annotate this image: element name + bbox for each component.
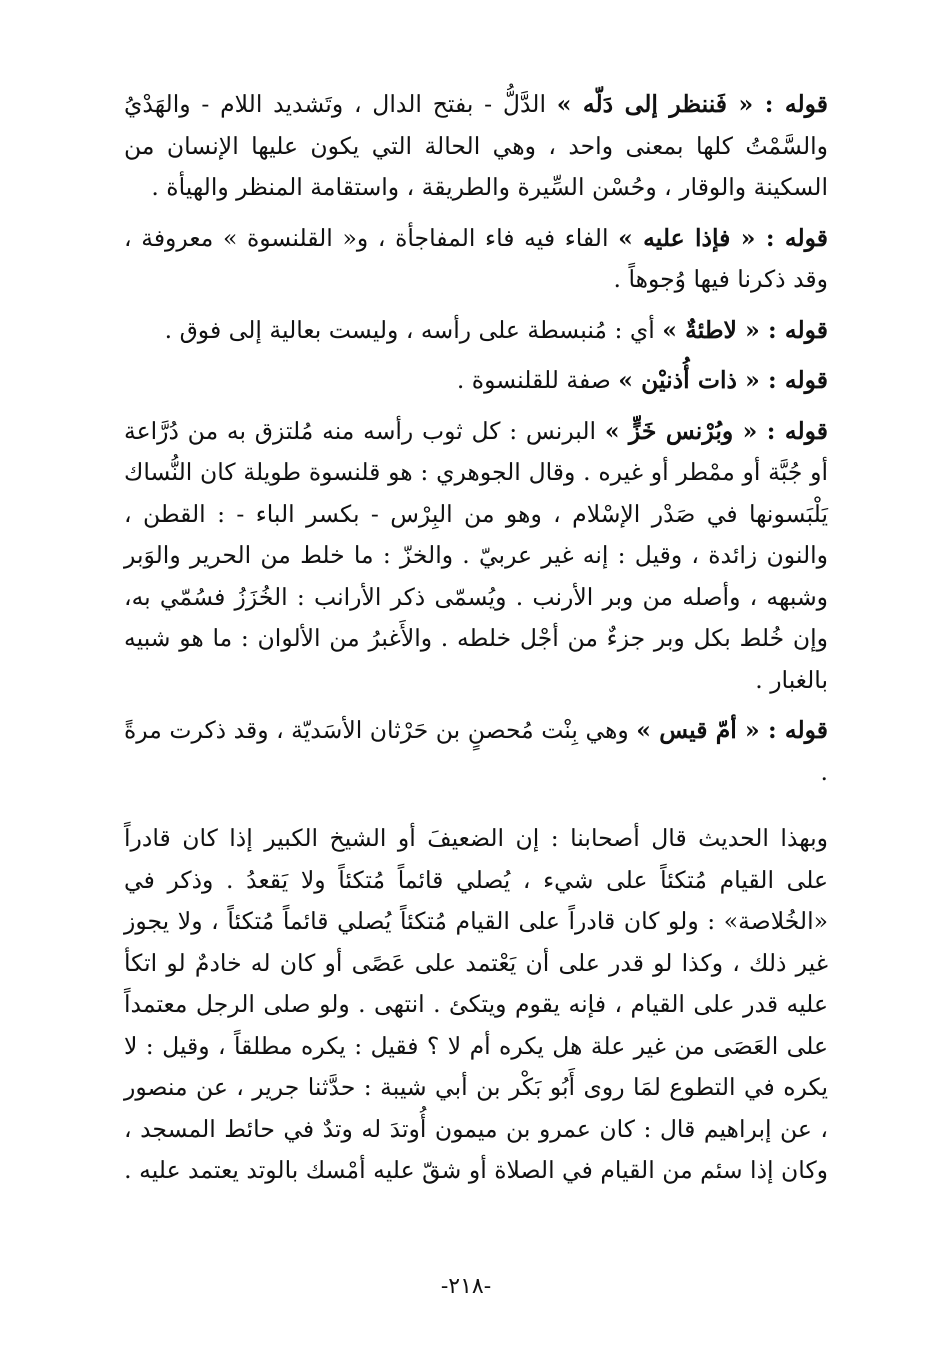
commentary-lead-3: قوله : « لاطئةٌ » <box>662 315 828 344</box>
commentary-lead-2: قوله : « فإذا عليه » <box>618 223 828 252</box>
commentary-paragraph-3 <box>124 310 828 352</box>
commentary-paragraph-1 <box>124 84 828 209</box>
commentary-lead-6: قوله : « أمّ قيس » <box>636 716 828 744</box>
section-spacer <box>124 802 828 818</box>
commentary-text-2: الفاء فيه فاء المفاجأة ، و« القلنسوة » معروفة ، وقد ذكرنا فيها وُجوهاً . <box>124 223 828 293</box>
commentary-paragraph-4 <box>124 360 828 402</box>
commentary-lead-1: قوله : « فَننظر إلى دَلّه » <box>556 90 828 118</box>
commentary-paragraph-5 <box>124 411 828 702</box>
commentary-lead-5: قوله : « وبُرْنس خَزٍّ » <box>604 416 828 445</box>
commentary-paragraph-2 <box>124 218 828 301</box>
main-text-paragraph: وبهذا الحديث قال أصحابنا : إن الضعيفَ أو الشيخ الكبير إذا كان قادراً على القيام مُتكئاً على شيء ، يُصلي قائماً مُتكئاً ولا يَقعدُ . وذكر في «الخُلاصة» : ولو كان قادراً على القيام مُتكئاً يُصلي قائماً مُتكئاً ، ولا يجوز غير ذلك ، وكذا لو قدر على أن يَعْتمد على عَصًى أو كان له خادمٌ لو اتكأ عليه قدر على القيام ، فإنه يقوم ويتكئ . انتهى . ولو صلى الرجل معتمداً على العَصَى من غير علة هل يكره أم لا ؟ فقيل : يكره مطلقاً ، وقيل : لا يكره في التطوع لمَا روى أَبُو بَكْر بن أبي شيبة : حدَّثنا جرير ، عن منصور ، عن إبراهيم قال : كان عمرو بن ميمون أُوتدَ له وتدٌ في حائط المسجد ، وكان إذا سئم من القيام في الصلاة أو شقّ عليه أمْسك بالوتد يعتمد عليه . <box>124 824 828 1184</box>
page-number: -٢١٨- <box>440 1274 492 1299</box>
commentary-paragraph-6 <box>124 710 828 793</box>
commentary-text-3: أي : مُنبسطة على رأسه ، وليست بعالية إلى فوق . <box>164 315 663 344</box>
commentary-lead-4: قوله : « ذات أُذنيْن » <box>618 366 828 394</box>
commentary-text-1: الدَّلُّ - بفتح الدال ، وتَشديد اللام - والهَدْيُ والسَّمْتُ كلها بمعنى واحد ، وهي الحالة التي يكون عليها الإنسان من السكينة والوقار ، وحُسْن السِّيرة والطريقة ، واستقامة المنظر والهيأة . <box>124 90 828 201</box>
commentary-text-5: البرنس : كل ثوب رأسه منه مُلتزق به من دُرَّاعة أو جُبَّة أو ممْطر أو غيره . وقال الجوهري : هو قلنسوة طويلة كان النُّساك يَلْبَسونها في صَدْر الإسْلام ، وهو من البِرْس - بكسر الباء - : القطن ، والنون زائدة ، وقيل : إنه غير عربيّ . والخزّ : ما خلط من الحرير والوَبر وشبهه ، وأصله من وبر الأرنب . ويُسمّى ذكر الأرانب : الخُزَزُ فسُمّي به، وإن خُلط بكل وبر جزءٌ من أجْل خلطه . والأَغبرُ من الألوان : ما هو شبيه بالغبار . <box>124 416 828 694</box>
commentary-text-6: وهي بِنْت مُحصنٍ بن حَرْثان الأسَديّة ، وقد ذكرت مرةً . <box>124 716 828 786</box>
commentary-text-4: صفة للقلنسوة . <box>456 366 619 394</box>
